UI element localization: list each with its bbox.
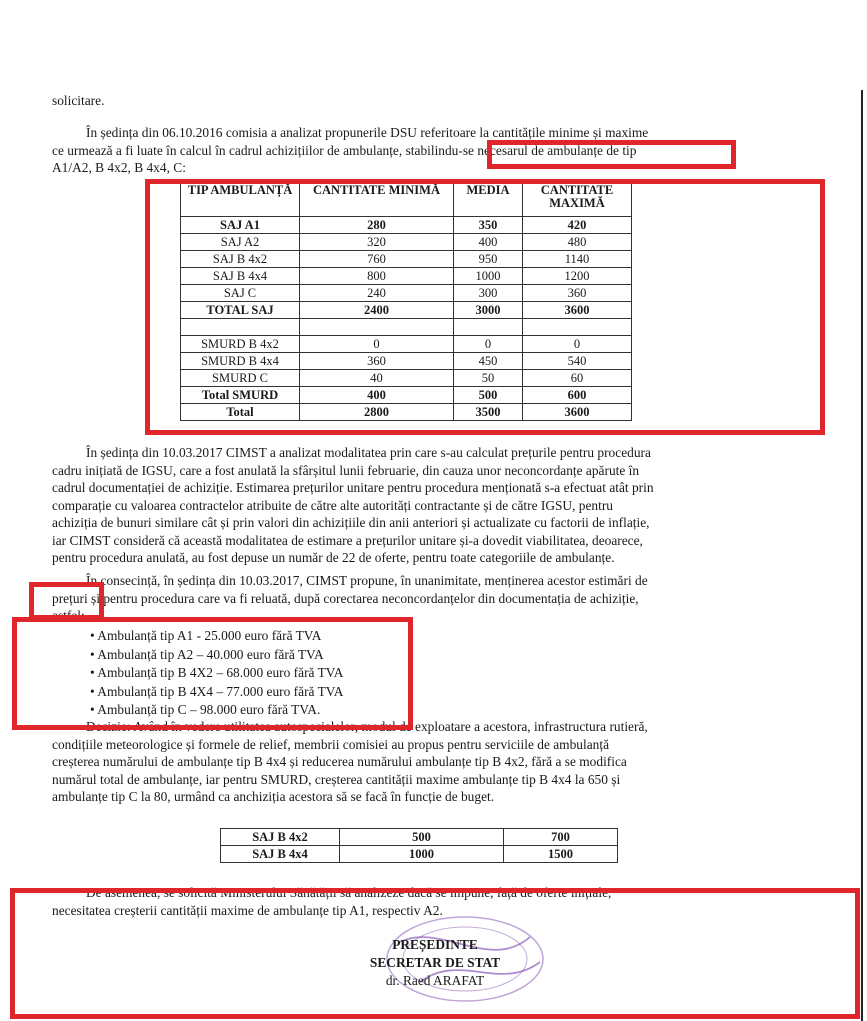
highlight-box-prices bbox=[29, 582, 104, 620]
table-cell: 3600 bbox=[523, 302, 632, 319]
paragraph-line: ce urmează a fi luate în calcul în cadrul achizițiilor de ambulanțe, stabilindu-se necesarul de ambulanțe de tip bbox=[52, 142, 637, 158]
paragraph-line: achiziția de bunuri similare cât și prin valori din achizițiile din anii anteriori și actualizate cu factorii de inflație, bbox=[52, 515, 650, 530]
table-cell: 700 bbox=[504, 829, 618, 846]
table-cell: 450 bbox=[454, 353, 523, 370]
table-row bbox=[221, 846, 618, 863]
paragraph-line: condițiile meteorologice și formele de relief, membrii comisiei au propus pentru serviciile de ambulanță bbox=[52, 736, 610, 752]
paragraph-line: cadru inițiată de IGSU, care a fost anulată la sfârșitul lunii februarie, din cauza unor neconcordanțe apărute în bbox=[52, 462, 640, 478]
table-cell: 240 bbox=[300, 285, 454, 302]
table-cell: SAJ B 4x2 bbox=[181, 251, 300, 268]
paragraph-meeting-2017 bbox=[52, 444, 776, 567]
table-cell: 360 bbox=[523, 285, 632, 302]
table-cell: Total SMURD bbox=[181, 387, 300, 404]
highlight-box-bullets bbox=[12, 617, 413, 730]
signature-title-secretary: SECRETAR DE STAT bbox=[369, 955, 501, 970]
table-cell: 3500 bbox=[454, 404, 523, 421]
list-item: • Ambulanță tip A1 - 25.000 euro fără TVA bbox=[90, 627, 343, 646]
col-header-max: CANTITATE MAXIMĂ bbox=[523, 184, 632, 217]
paragraph-line: iar CIMST consideră că această modalitatea de estimare a prețurilor unitare și-a dovedit viabilitatea, deoarece, bbox=[52, 532, 643, 548]
table-cell: 350 bbox=[454, 217, 523, 234]
table-cell: SMURD B 4x4 bbox=[181, 353, 300, 370]
table-cell: SAJ B 4x4 bbox=[221, 846, 340, 863]
table-cell: 320 bbox=[300, 234, 454, 251]
paragraph-line: numărul total de ambulanțe, iar pentru SMURD, creșterea cantității maxime ambulanțe tip B 4x4 la 650 și bbox=[52, 771, 621, 787]
table-cell: 1140 bbox=[523, 251, 632, 268]
highlight-box-table bbox=[145, 179, 825, 435]
table-cell: 400 bbox=[300, 387, 454, 404]
table-cell: 2400 bbox=[300, 302, 454, 319]
table-cell: 950 bbox=[454, 251, 523, 268]
paragraph-line: În ședința din 06.10.2016 comisia a analizat propunerile DSU referitoare la cantitățile minime și maxime bbox=[86, 125, 649, 140]
paragraph-line: comparație cu valoarea contractelor atribuite de către alte autorități contractante și de către IGSU, pentru bbox=[52, 497, 614, 513]
table-row bbox=[221, 829, 618, 846]
table-cell: 420 bbox=[523, 217, 632, 234]
table-cell: 1000 bbox=[340, 846, 504, 863]
table-cell: Total bbox=[181, 404, 300, 421]
table-cell: TOTAL SAJ bbox=[181, 302, 300, 319]
paragraph-line: astfel: bbox=[52, 608, 85, 623]
table-cell: 2800 bbox=[300, 404, 454, 421]
col-header-type: TIP AMBULANȚĂ bbox=[181, 184, 300, 217]
signature-title-president: PREȘEDINTE bbox=[392, 937, 478, 952]
highlight-box-signature bbox=[10, 888, 860, 1019]
table-cell: 60 bbox=[523, 370, 632, 387]
paragraph-line: cadrul documentației de achiziție. Estimarea prețurilor unitare pentru procedura menționată s-a efectuat atât prin bbox=[52, 480, 654, 495]
table-cell: SMURD B 4x2 bbox=[181, 336, 300, 353]
paragraph-line: necesitatea creșterii cantității maxime de ambulanțe tip A1, respectiv A2. bbox=[52, 902, 443, 918]
table-cell: SAJ B 4x2 bbox=[221, 829, 340, 846]
table-cell: 540 bbox=[523, 353, 632, 370]
table-cell: 1000 bbox=[454, 268, 523, 285]
highlight-box-necessary bbox=[487, 140, 736, 169]
table-cell: 1200 bbox=[523, 268, 632, 285]
saj-b-quantities-table bbox=[220, 828, 618, 863]
table-cell: 480 bbox=[523, 234, 632, 251]
table-cell: 3600 bbox=[523, 404, 632, 421]
table-cell: 0 bbox=[523, 336, 632, 353]
table-cell: 500 bbox=[454, 387, 523, 404]
table-cell: 0 bbox=[300, 336, 454, 353]
table-cell: 300 bbox=[454, 285, 523, 302]
table-cell: 1500 bbox=[504, 846, 618, 863]
list-item: • Ambulanță tip B 4X4 – 77.000 euro fără TVA bbox=[90, 683, 343, 702]
paragraph-line: De asemenea, se solicită Ministerului Sănătății să analizeze dacă se impune, față de oferte inițiale, bbox=[86, 885, 612, 900]
paragraph-line: Decizie: Având în vedere utilitatea autospecialelor, modul de exploatare a acestora, infrastructura rutieră, bbox=[86, 719, 648, 734]
paragraph-line: A1/A2, B 4x2, B 4x4, C: bbox=[52, 160, 186, 175]
table-cell: SAJ C bbox=[181, 285, 300, 302]
table-cell: 0 bbox=[454, 336, 523, 353]
table-cell: 600 bbox=[523, 387, 632, 404]
signature-name: dr. Raed ARAFAT bbox=[385, 973, 485, 988]
table-cell: SMURD C bbox=[181, 370, 300, 387]
intro-text: solicitare. bbox=[52, 93, 105, 108]
paragraph-line: creșterea numărului de ambulanțe tip B 4x4 și reducerea numărului ambulanțe tip B 4x2, fără a se modifica bbox=[52, 754, 627, 769]
table-cell: SAJ A1 bbox=[181, 217, 300, 234]
list-item: • Ambulanță tip A2 – 40.000 euro fără TVA bbox=[90, 646, 343, 665]
paragraph-line: pentru procedura anulată, au fost depuse un număr de 22 de oferte, pentru toate categoriile de ambulanțe. bbox=[52, 550, 615, 565]
table-cell: SAJ B 4x4 bbox=[181, 268, 300, 285]
page-right-rule bbox=[861, 90, 863, 1021]
paragraph-line: prețuri și pentru procedura care va fi reluată, după corectarea neconcordanțelor din documentația de achiziție, bbox=[52, 590, 639, 606]
paragraph-line: ambulanțe tip C la 80, urmând ca anchiziția acestora să se facă în funcție de buget. bbox=[52, 789, 495, 804]
table-cell: 360 bbox=[300, 353, 454, 370]
table-cell: 760 bbox=[300, 251, 454, 268]
table-cell: 800 bbox=[300, 268, 454, 285]
table-cell: 40 bbox=[300, 370, 454, 387]
table-cell: 500 bbox=[340, 829, 504, 846]
list-item: • Ambulanță tip B 4X2 – 68.000 euro fără TVA bbox=[90, 664, 343, 683]
paragraph-line: În ședința din 10.03.2017 CIMST a analizat modalitatea prin care s-au calculat prețurile pentru procedura bbox=[86, 445, 651, 460]
col-header-media: MEDIA bbox=[454, 184, 523, 217]
paragraph-line: În consecință, în ședința din 10.03.2017, CIMST propune, în unanimitate, menținerea acestor estimări de bbox=[86, 573, 648, 588]
table-cell: 280 bbox=[300, 217, 454, 234]
table-cell: SAJ A2 bbox=[181, 234, 300, 251]
list-item: • Ambulanță tip C – 98.000 euro fără TVA. bbox=[90, 701, 343, 720]
col-header-min: CANTITATE MINIMĂ bbox=[300, 184, 454, 217]
table-cell: 50 bbox=[454, 370, 523, 387]
table-cell: 400 bbox=[454, 234, 523, 251]
paragraph-decision bbox=[52, 718, 776, 806]
table-cell: 3000 bbox=[454, 302, 523, 319]
